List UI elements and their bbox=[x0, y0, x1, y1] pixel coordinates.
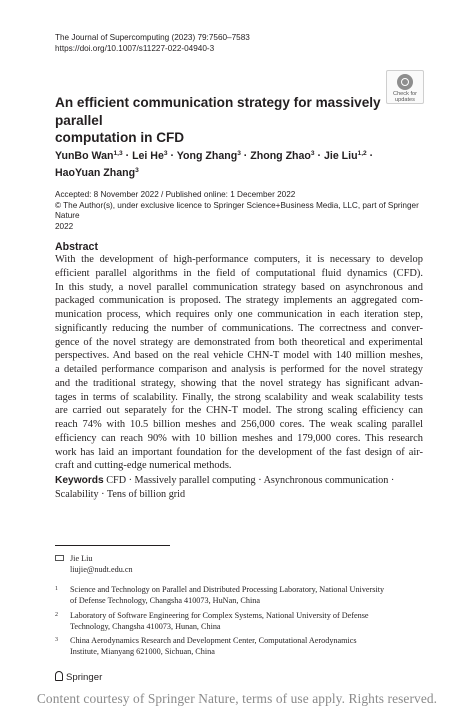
author-affiliation-sup: 1,3 bbox=[113, 150, 123, 157]
check-for-updates-badge[interactable] bbox=[386, 70, 424, 104]
corresponding-email[interactable]: liujie@nudt.edu.cn bbox=[70, 565, 133, 574]
author-affiliation-sup: 3 bbox=[310, 150, 315, 157]
author-name[interactable]: Yong Zhang bbox=[176, 150, 238, 162]
abstract-body bbox=[55, 253, 423, 473]
abstract-line: significantly reducing the number of communications. The correctness and conver- bbox=[55, 322, 423, 334]
author-separator: · bbox=[314, 150, 324, 162]
keywords-label: Keywords bbox=[55, 475, 104, 486]
abstract-line: efficiency can reach 90% with 10 billion meshes and 179,000 cores. This research bbox=[55, 432, 423, 444]
affiliation-text: Laboratory of Software Engineering for Complex Systems, National University of Defense bbox=[70, 611, 369, 620]
abstract-heading: Abstract bbox=[55, 241, 98, 253]
affiliation-2 bbox=[55, 610, 415, 632]
publisher-logo bbox=[55, 671, 102, 683]
abstract-line: tages in terms of scalability. Finally, the strong scalability and weak scalability tests bbox=[55, 391, 423, 403]
affiliation-text: China Aerodynamics Research and Development Center, Computational Aerodynamics bbox=[70, 636, 357, 645]
copyright-line: © The Author(s), under exclusive licence to Springer Science+Business Media, LLC, part of Springer Nature bbox=[55, 200, 419, 220]
author-affiliation-sup: 3 bbox=[135, 166, 139, 174]
affiliation-number: 2 bbox=[55, 612, 58, 618]
footnote-rule bbox=[55, 545, 170, 546]
abstract-line: efficient parallel algorithms in the field of computational fluid dynamics (CFD). bbox=[55, 267, 423, 279]
affiliation-number: 1 bbox=[55, 586, 58, 592]
author-separator: · bbox=[366, 150, 374, 162]
keywords-text: Scalability · Tens of billion grid bbox=[55, 489, 186, 500]
badge-line-2: updates bbox=[395, 97, 415, 103]
author-name[interactable]: Jie Liu bbox=[323, 150, 358, 162]
title-line: computation in CFD bbox=[55, 130, 185, 145]
courtesy-notice: Content courtesy of Springer Nature, terms of use apply. Rights reserved. bbox=[36, 691, 438, 706]
corresponding-author bbox=[55, 553, 133, 575]
author-separator: · bbox=[167, 150, 177, 162]
badge-line-1: Check for bbox=[393, 91, 417, 97]
abstract-line: With the development of high-performance computers, it is necessary to develop bbox=[55, 254, 423, 265]
crossmark-icon bbox=[397, 74, 413, 90]
affiliation-1 bbox=[55, 584, 415, 606]
publisher-name: Springer bbox=[66, 672, 103, 683]
author-separator: · bbox=[240, 150, 251, 162]
affiliation-text: Science and Technology on Parallel and Distributed Processing Laboratory, National University bbox=[70, 585, 385, 594]
accepted-date: Accepted: 8 November 2022 / Published online: 1 December 2022 bbox=[55, 190, 296, 199]
abstract-line: reach 74% with 10.5 billion meshes and 256,000 cores. The weak scaling parallel bbox=[55, 419, 423, 430]
author-name[interactable]: Lei He bbox=[132, 150, 164, 162]
abstract-line: and the traditional strategy, showing that the novel strategy has significant advan- bbox=[55, 377, 423, 389]
abstract-line: In this study, a novel parallel communication strategy based on asynchronous and bbox=[55, 281, 423, 293]
affiliation-3 bbox=[55, 635, 415, 657]
author-separator: · bbox=[122, 150, 133, 162]
author-name[interactable]: YunBo Wan bbox=[55, 150, 114, 162]
abstract-line: perspectives. And based on the real vehicle CHN-T model with 140 million meshes, bbox=[55, 350, 423, 362]
journal-header bbox=[55, 33, 250, 54]
abstract-line: munication process, which requires only one communication in each iteration step, bbox=[55, 309, 423, 320]
envelope-icon bbox=[55, 555, 64, 561]
keywords-text: CFD · Massively parallel computing · Asynchronous communication · bbox=[106, 475, 395, 486]
author-affiliation-sup: 3 bbox=[163, 150, 168, 157]
affiliation-number: 3 bbox=[55, 637, 58, 643]
author-name[interactable]: Zhong Zhao bbox=[250, 150, 311, 162]
affiliation-text: of Defense Technology, Changsha 410073, HuNan, China bbox=[70, 596, 260, 605]
author-line bbox=[55, 147, 415, 164]
paper-title bbox=[55, 94, 385, 147]
corresponding-name: Jie Liu bbox=[70, 554, 93, 563]
springer-horse-icon bbox=[55, 671, 63, 681]
copyright-year: 2022 bbox=[55, 221, 74, 231]
abstract-line: craft and cutting-edge numerical methods. bbox=[55, 460, 232, 472]
abstract-line: are carried out separately for the CHN-T model. The strong scaling efficiency can bbox=[55, 405, 423, 417]
author-name[interactable]: HaoYuan Zhang bbox=[55, 166, 136, 179]
author-affiliation-sup: 3 bbox=[237, 150, 241, 157]
keywords bbox=[55, 474, 423, 502]
abstract-line: gence of the novel strategy are demonstrated from both theoretical and experimental bbox=[55, 336, 423, 348]
author-line bbox=[55, 164, 415, 181]
doi-link[interactable]: https://doi.org/10.1007/s11227-022-04940-3 bbox=[55, 43, 215, 53]
author-list bbox=[55, 147, 415, 180]
author-affiliation-sup: 1,2 bbox=[357, 150, 367, 157]
title-line: An efficient communication strategy for massively parallel bbox=[55, 95, 381, 128]
abstract-line: work has laid an important foundation for the development of the fast design of air- bbox=[55, 446, 423, 458]
affiliation-text: Technology, Changsha 410073, Hunan, China bbox=[70, 622, 221, 631]
abstract-line: packaged communication is proposed. The strategy implements an aggregated com- bbox=[55, 295, 423, 307]
journal-citation: The Journal of Supercomputing (2023) 79:7560–7583 bbox=[55, 33, 250, 42]
publication-info bbox=[55, 190, 425, 232]
abstract-line: a detailed performance comparison and analysis is performed for the novel strategy bbox=[55, 364, 423, 375]
affiliation-text: Institute, Mianyang 621000, Sichuan, China bbox=[70, 647, 215, 656]
